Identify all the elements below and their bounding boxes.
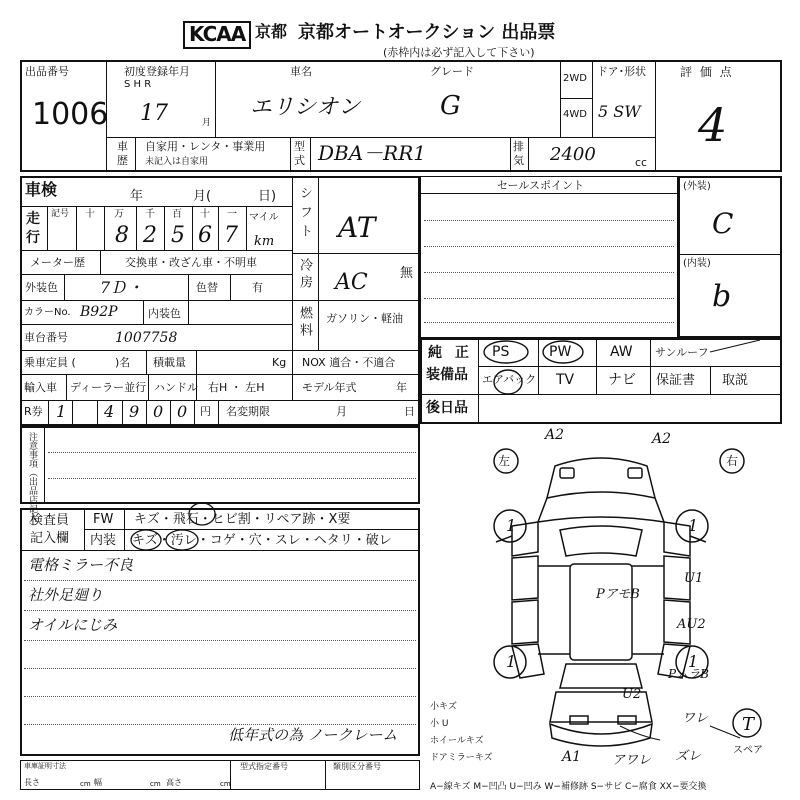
inspector-note-2: 社外足廻り — [28, 586, 104, 604]
notes-label: 注意事項（出品店記入） — [27, 432, 37, 531]
mileage-marker: 記号 — [51, 209, 70, 219]
equip-tv: TV — [556, 372, 575, 388]
mileage-unit-written: km — [254, 234, 275, 249]
meter-history-options: 交換車・改ざん車・不明車 — [125, 256, 257, 269]
inspector-label-1: 検査員 — [30, 513, 70, 528]
shift-value: AT — [338, 211, 376, 244]
era-labels: S H R — [124, 79, 152, 90]
mark-bottom-ware: アワレ — [612, 753, 652, 768]
legend-small-2: 小 U — [430, 719, 449, 729]
interior-grade-label: (内装) — [683, 258, 711, 269]
width-label: 幅 — [94, 778, 102, 787]
inspector-interior-label: 内装 — [90, 533, 117, 548]
shaken-label: 車検 — [25, 180, 58, 199]
equipment-label-1: 純 正 — [428, 345, 473, 361]
recycle-digit-2: 9 — [129, 402, 140, 421]
import-label: 輸入車 — [24, 381, 57, 394]
mileage-digit-4: 7 — [224, 223, 238, 248]
load-unit: Kg — [272, 356, 287, 369]
fw-label: FW — [93, 512, 114, 527]
aftermarket-label: 後日品 — [426, 400, 468, 416]
recycle-digit-1: 4 — [104, 402, 115, 421]
fuel-label: 燃料 — [297, 306, 312, 340]
inspector-bottom-note: 低年式の為 ノークレーム — [228, 726, 398, 744]
mark-bottom-a1: A1 — [562, 749, 582, 765]
fuel-options: ガソリン・軽油 — [326, 312, 403, 325]
exterior-grade-label: (外装) — [683, 181, 711, 192]
page-title: 京都オートオークション 出品票 — [298, 22, 556, 43]
drive-2wd: 2WD — [563, 73, 587, 84]
mark-right-door-front: U1 — [684, 571, 704, 586]
first-reg-year: 17 — [140, 101, 168, 126]
color-change-label: 色替 — [196, 281, 218, 294]
diagram-left-label: 左 — [498, 454, 511, 468]
mileage-unit-3: 百 — [172, 209, 182, 220]
exterior-color-value: 7Ｄ ･ — [100, 278, 140, 297]
grade-value: G — [440, 91, 461, 121]
shaken-day: 日) — [258, 189, 277, 204]
meter-history-label: メーター歴 — [30, 256, 85, 269]
inspector-note-1: 電格ミラー不良 — [28, 556, 134, 574]
equip-warranty: 保証書 — [656, 373, 696, 388]
mileage-digit-1: 2 — [143, 223, 157, 248]
mileage-unit-2: 千 — [145, 209, 155, 220]
equip-airbag: エアバック — [482, 373, 537, 386]
vin-label: 車台番号 — [24, 331, 68, 344]
lot-number-label: 出品番号 — [25, 65, 69, 78]
handle-options: 右H ・ 左H — [208, 381, 265, 394]
recycle-digit-3: 0 — [153, 402, 164, 421]
displacement-label-2: 気 — [513, 154, 524, 167]
mileage-label-2: 行 — [26, 230, 40, 246]
displacement-label-1: 排 — [513, 140, 524, 153]
mileage-unit-0: 十 — [85, 209, 95, 220]
equip-pw: PW — [549, 344, 572, 360]
shaken-year: 年 — [130, 189, 144, 204]
page-subtitle: (赤枠内は必ず記入して下さい) — [383, 46, 535, 59]
usage-label-1: 車 — [117, 140, 128, 153]
vin-value: 1007758 — [115, 330, 178, 346]
equip-navi: ナビ — [608, 372, 636, 388]
mark-tire-3: 1 — [506, 652, 517, 671]
mileage-digit-0: 8 — [115, 223, 129, 248]
recycle-digit-0: 1 — [56, 402, 67, 421]
exterior-color-label: 外装色 — [25, 281, 58, 294]
mark-tail: ワレ — [682, 711, 709, 726]
height-unit: cm — [220, 780, 231, 788]
name-change-month: 月 — [336, 405, 347, 418]
door-value: 5 SW — [598, 102, 641, 121]
shift-label: シフト — [297, 186, 312, 243]
sales-point-label: セールスポイント — [497, 179, 585, 192]
usage-note: 未記入は自家用 — [145, 157, 209, 167]
interior-color-label: 内装色 — [148, 307, 181, 320]
legend-small-1: 小キズ — [430, 702, 457, 712]
score-label: 評 価 点 — [680, 65, 734, 79]
logo-city: 京都 — [255, 22, 288, 41]
model-label-1: 型 — [294, 140, 305, 153]
equipment-label-2: 装備品 — [426, 367, 468, 383]
drive-4wd: 4WD — [563, 109, 587, 120]
dealer-label: ディーラー並行 — [70, 381, 147, 394]
mark-tire-1: 1 — [506, 516, 517, 535]
inspector-label-2: 記入欄 — [30, 531, 70, 546]
inspector-note-3: オイルにじみ — [28, 616, 118, 634]
color-no-label: カラーNo. — [24, 307, 71, 318]
usage-label-2: 歴 — [117, 154, 128, 167]
recycle-digit-4: 0 — [177, 402, 188, 421]
mileage-digit-3: 6 — [198, 223, 212, 248]
door-label: ドア･形状 — [597, 65, 647, 78]
diagram-right-label: 右 — [726, 454, 739, 468]
spare-label: スペア — [733, 745, 763, 756]
load-label: 積載量 — [153, 356, 186, 369]
mark-rear-center: U2 — [622, 687, 642, 702]
shaken-month: 月( — [193, 189, 212, 204]
damage-legend: A−線キズ M−凹凸 U−凹み W−補修跡 S−サビ C−腐食 XX−要交換 — [430, 782, 707, 792]
displacement-unit: cc — [635, 156, 648, 169]
mark-front-right: A2 — [652, 431, 672, 447]
score-value: 4 — [698, 98, 728, 152]
legend-small-3: ホイールキズ — [430, 736, 484, 746]
ac-label: 冷房 — [297, 258, 312, 292]
type-no-label: 型式指定番号 — [240, 762, 288, 771]
mileage-unit-4: 十 — [200, 209, 210, 220]
mileage-label-1: 走 — [26, 211, 40, 227]
capacity-unit: )名 — [115, 356, 131, 369]
spare-value: T — [742, 714, 755, 735]
lot-number-value: 1006 — [32, 97, 109, 132]
equip-manual: 取説 — [722, 373, 749, 388]
handle-label: ハンドル — [154, 381, 198, 394]
name-change-day: 日 — [404, 405, 415, 418]
model-label-2: 式 — [294, 154, 305, 167]
inspector-interior-options: キズ・汚レ・コゲ・穴・スレ・ヘタリ・破レ — [132, 533, 392, 548]
equip-ps: PS — [492, 344, 510, 360]
mileage-unit-1: 万 — [114, 209, 124, 220]
len-unit: cm — [80, 780, 91, 788]
model-value: DBA－RR1 — [318, 141, 427, 165]
capacity-label: 乗車定員 ( — [24, 356, 76, 369]
ac-none: 無 — [400, 266, 414, 281]
mark-bottom-zure: ズレ — [675, 749, 702, 764]
equip-sunroof: サンルーフ — [655, 346, 709, 359]
car-name-value: エリシオン — [250, 95, 361, 120]
inspector-circle-marks — [124, 500, 244, 555]
mark-front-left: A2 — [545, 427, 565, 443]
model-year-unit: 年 — [396, 381, 407, 394]
mark-tire-2: 1 — [688, 516, 699, 535]
mileage-unit-5: 一 — [227, 209, 237, 220]
len-label: 長さ — [24, 778, 40, 787]
height-label: 高さ — [166, 778, 182, 787]
sales-point-frame — [420, 176, 678, 338]
mark-right-rear: PムラB — [668, 667, 709, 681]
model-year-label: モデル年式 — [302, 381, 357, 394]
equip-aw: AW — [610, 344, 633, 360]
class-no-label: 類別区分番号 — [333, 762, 381, 771]
width-unit: cm — [150, 780, 161, 788]
mark-center: PアモB — [596, 587, 640, 602]
kcaa-logo: KCAA — [183, 21, 251, 49]
mileage-digit-2: 5 — [171, 223, 185, 248]
first-reg-label: 初度登録年月 — [124, 65, 190, 78]
mark-right-door-rear: AU2 — [677, 617, 706, 632]
interior-grade-value: b — [712, 279, 732, 314]
equipment-circle-marks — [420, 338, 782, 424]
recycle-unit: 円 — [200, 405, 211, 418]
mark-tire-4: 1 — [688, 652, 699, 671]
name-change-label: 名変期限 — [226, 405, 270, 418]
notes-frame — [20, 426, 420, 504]
ac-value: AC — [335, 270, 368, 295]
recycle-label: R券 — [24, 405, 43, 418]
exterior-grade-value: C — [712, 207, 734, 240]
mileage-unit-6: マイル — [249, 212, 279, 223]
grade-label: グレード — [430, 65, 474, 78]
fw-options: キズ・飛石・ヒビ割・リペア跡・X要 — [134, 512, 351, 527]
cert-label: 車庫証明寸法 — [24, 762, 66, 770]
displacement-value: 2400 — [550, 144, 596, 165]
color-change-value: 有 — [252, 281, 263, 294]
car-name-label: 車名 — [290, 65, 312, 78]
nox-label: NOX 適合・不適合 — [302, 356, 396, 369]
legend-small-4: ドアミラーキズ — [430, 753, 493, 763]
color-no-value: B92P — [80, 304, 118, 320]
first-reg-month-label: 月 — [202, 118, 212, 128]
usage-options: 自家用・レンタ・事業用 — [145, 140, 266, 153]
